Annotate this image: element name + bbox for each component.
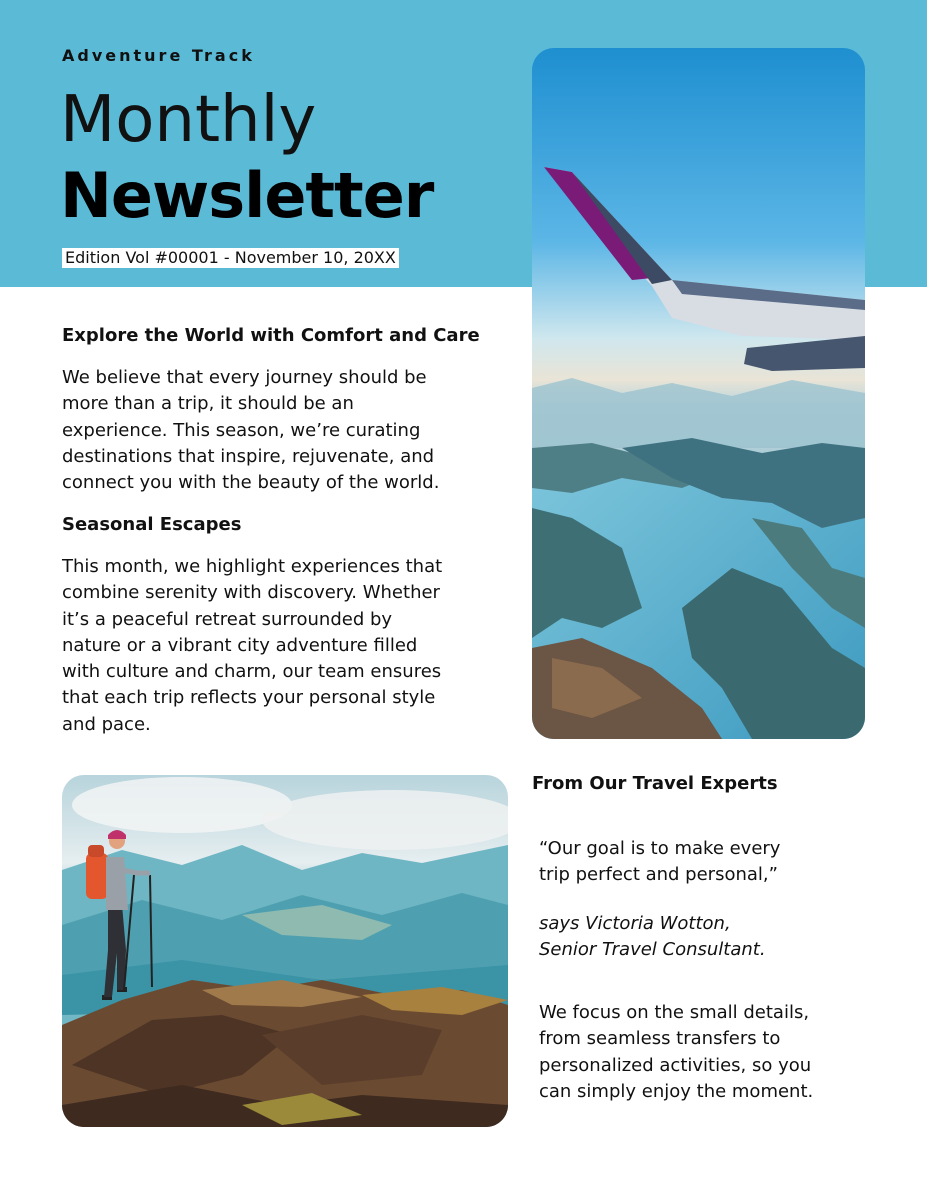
seasonal-paragraph: This month, we highlight experiences that combine serenity with discovery. Whether it’s a peaceful retreat surrounded by nature or a vibrant city adventure filled with culture and charm, our team ensures that each trip reflects your personal style and pace.	[62, 556, 443, 735]
hiker-mountain-photo	[62, 775, 508, 1127]
intro-paragraph: We believe that every journey should be more than a trip, it should be an experience. This season, we’re curating destinations that inspire, rejuvenate, and connect you with the beauty of the world.	[62, 367, 440, 494]
expert-quote: “Our goal is to make every trip perfect and personal,”	[539, 838, 781, 885]
experts-heading: From Our Travel Experts	[532, 773, 778, 794]
experts-paragraph: We focus on the small details, from seamless transfers to personalized activities, so you can simply enjoy the moment.	[539, 1002, 814, 1102]
intro-heading: Explore the World with Comfort and Care	[62, 325, 480, 346]
brand-name: Adventure Track	[62, 46, 255, 65]
title-monthly: Monthly	[60, 83, 317, 157]
seasonal-heading: Seasonal Escapes	[62, 514, 242, 535]
airplane-wing-photo	[532, 48, 865, 739]
title-newsletter: Newsletter	[60, 159, 434, 232]
edition-label: Edition Vol #00001 - November 10, 20XX	[62, 248, 399, 268]
quote-attribution: says Victoria Wotton, Senior Travel Consultant.	[539, 913, 766, 960]
